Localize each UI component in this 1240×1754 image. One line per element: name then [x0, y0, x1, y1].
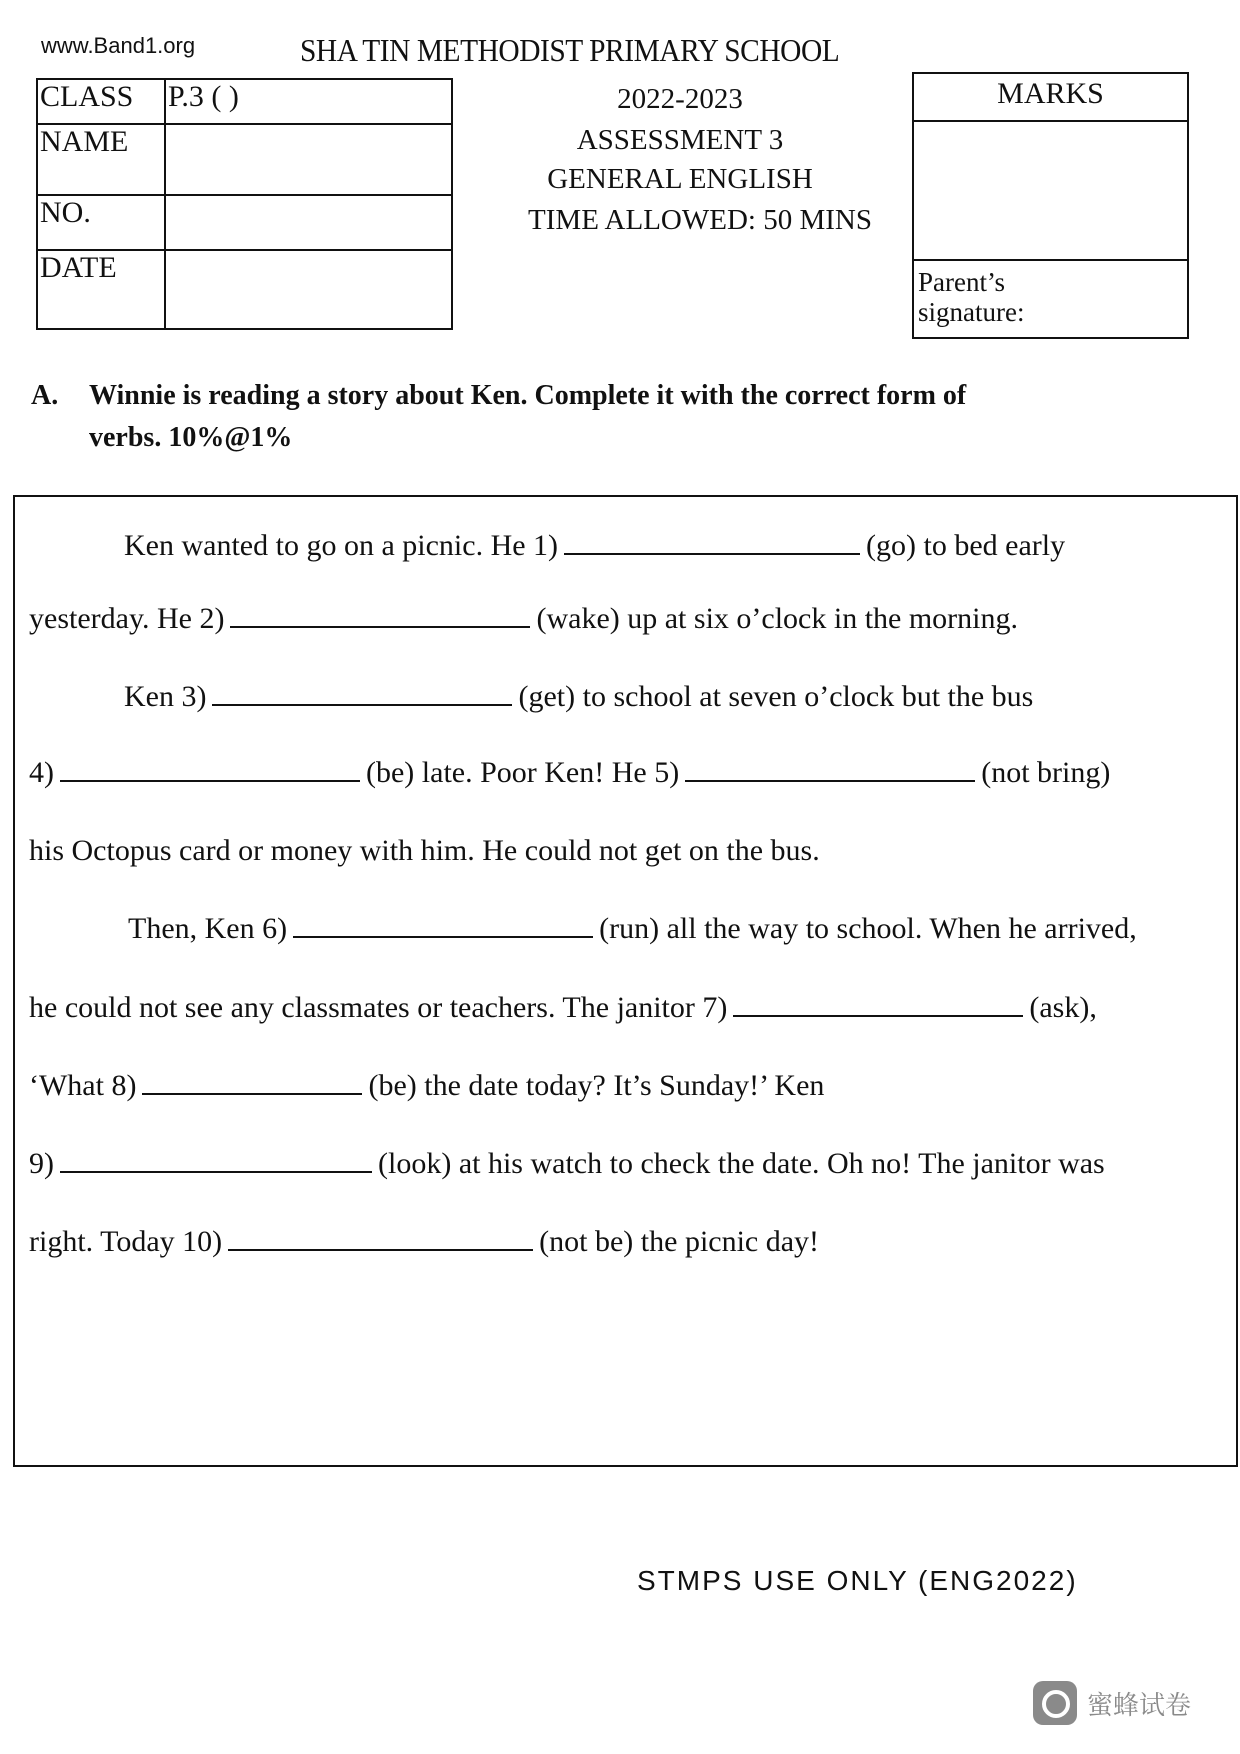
answer-blank-7[interactable]: [733, 1014, 1023, 1017]
date-label: DATE: [37, 250, 165, 329]
student-info-table: [36, 78, 453, 330]
watermark: [1033, 1681, 1191, 1725]
school-year: 2022-2023: [617, 83, 743, 115]
story-text: he could not see any classmates or teachers. The janitor 7): [29, 991, 728, 1024]
answer-blank-9[interactable]: [60, 1170, 372, 1173]
parent-signature-label: Parent’s signature:: [918, 267, 1025, 327]
answer-blank-8[interactable]: [142, 1092, 362, 1095]
answer-blank-3[interactable]: [212, 703, 512, 706]
class-field[interactable]: P.3 ( ): [165, 79, 452, 124]
story-text: ‘What 8): [29, 1069, 137, 1102]
cut-off-footer-text: STMPS USE ONLY (ENG2022): [637, 1565, 1078, 1596]
story-text: (run) all the way to school. When he arrived,: [599, 912, 1137, 945]
story-text: (be) late. Poor Ken! He 5): [366, 756, 680, 789]
story-text: 9): [29, 1147, 54, 1180]
story-text: (not bring): [981, 756, 1111, 789]
name-field[interactable]: [165, 124, 452, 195]
story-text: right. Today 10): [29, 1225, 223, 1258]
answer-blank-5[interactable]: [685, 779, 975, 782]
marks-box: [912, 72, 1189, 339]
answer-blank-4[interactable]: [60, 779, 360, 782]
story-text: Ken 3): [124, 680, 207, 713]
subject: GENERAL ENGLISH: [547, 163, 813, 195]
class-label: CLASS: [37, 79, 165, 124]
story-text: (look) at his watch to check the date. Oh no! The janitor was: [378, 1147, 1105, 1180]
answer-blank-6[interactable]: [293, 935, 593, 938]
story-box: [13, 495, 1238, 1467]
assessment-title: ASSESSMENT 3: [576, 124, 784, 156]
story-text: (be) the date today? It’s Sunday!’ Ken: [368, 1069, 825, 1102]
section-instructions-1: Winnie is reading a story about Ken. Complete it with the correct form of: [89, 380, 967, 411]
answer-blank-10[interactable]: [228, 1248, 533, 1251]
story-text: Then, Ken 6): [128, 912, 288, 945]
watermark-text: 蜜蜂试卷: [1087, 1690, 1192, 1721]
no-label: NO.: [37, 195, 165, 250]
date-field[interactable]: [165, 250, 452, 329]
story-text: 4): [29, 756, 54, 789]
watermark-logo-icon: [1033, 1681, 1077, 1725]
story-text: his Octopus card or money with him. He could not get on the bus.: [29, 834, 820, 867]
story-text: yesterday. He 2): [29, 602, 225, 635]
marks-field[interactable]: [914, 122, 1187, 261]
story-text: (go) to bed early: [866, 529, 1066, 562]
no-field[interactable]: [165, 195, 452, 250]
answer-blank-1[interactable]: [564, 552, 860, 555]
story-text: Ken wanted to go on a picnic. He 1): [124, 529, 559, 562]
marks-label: MARKS: [914, 74, 1187, 122]
section-letter: A.: [31, 380, 59, 411]
time-allowed: TIME ALLOWED: 50 MINS: [528, 204, 872, 236]
school-name: SHA TIN METHODIST PRIMARY SCHOOL: [300, 32, 840, 68]
name-label: NAME: [37, 124, 165, 195]
story-text: (get) to school at seven o’clock but the bus: [518, 680, 1034, 713]
section-instructions-2: verbs. 10%@1%: [89, 422, 293, 453]
story-text: (not be) the picnic day!: [539, 1225, 820, 1258]
answer-blank-2[interactable]: [230, 625, 530, 628]
story-text: (wake) up at six o’clock in the morning.: [536, 602, 1019, 635]
story-text: (ask),: [1029, 991, 1097, 1024]
site-url: www.Band1.org: [41, 33, 196, 58]
